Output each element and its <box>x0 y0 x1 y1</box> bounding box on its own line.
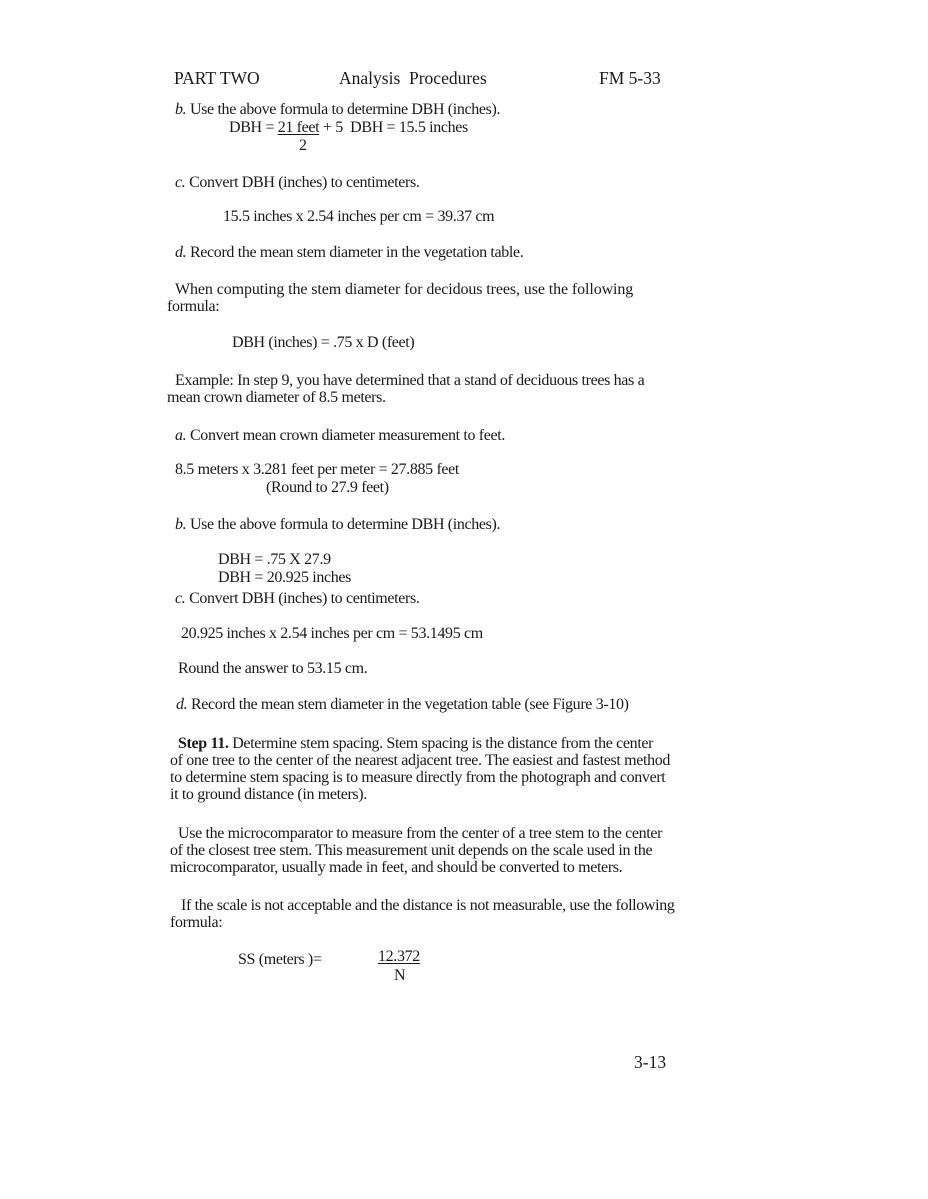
feet-rounding-note: (Round to 27.9 feet) <box>266 479 389 496</box>
dbh-calc-line-1: DBH = .75 X 27.9 <box>218 551 331 568</box>
dbh-formula-prefix: DBH = <box>229 119 278 136</box>
micro-line-3: microcomparator, usually made in feet, and should be converted to meters. <box>170 859 623 876</box>
feet-conversion: 8.5 meters x 3.281 feet per meter = 27.885 feet <box>175 461 460 478</box>
step11-text-1: Determine stem spacing. Stem spacing is the distance from the center <box>228 735 654 752</box>
example-line-2: mean crown diameter of 8.5 meters. <box>167 389 386 406</box>
scale-line-1: If the scale is not acceptable and the distance is not measurable, use the following <box>181 897 675 914</box>
dbh-formula-denominator: 2 <box>299 137 307 154</box>
dbh-calc-line-2: DBH = 20.925 inches <box>218 569 352 586</box>
deciduous-step-d-line <box>176 696 629 714</box>
round-answer: Round the answer to 53.15 cm. <box>178 660 368 677</box>
step11-line-1 <box>178 735 653 753</box>
step-b-text: Use the above formula to determine DBH (inches). <box>189 101 501 118</box>
scale-line-2: formula: <box>170 914 223 931</box>
header-part: PART TWO <box>174 68 260 88</box>
step11-line-4: it to ground distance (in meters). <box>170 786 367 803</box>
step-d-line <box>175 244 523 262</box>
step-b-line <box>175 101 500 119</box>
deciduous-step-b-line <box>175 516 500 534</box>
header-manual: FM 5-33 <box>599 68 661 88</box>
deciduous-cm-conversion: 20.925 inches x 2.54 inches per cm = 53.1495 cm <box>181 625 483 642</box>
step-c-line <box>175 174 420 192</box>
step-a-line <box>175 427 505 445</box>
micro-line-2: of the closest tree stem. This measurement unit depends on the scale used in the <box>170 842 653 859</box>
dbh-formula <box>229 119 468 137</box>
deciduous-step-d-text: Record the mean stem diameter in the vegetation table (see Figure 3-10) <box>190 696 629 713</box>
deciduous-intro-line-1: When computing the stem diameter for decidous trees, use the following <box>175 281 634 298</box>
cm-conversion: 15.5 inches x 2.54 inches per cm = 39.37 cm <box>223 208 495 225</box>
step-c-text: Convert DBH (inches) to centimeters. <box>189 174 420 191</box>
step11-line-2: of one tree to the center of the nearest adjacent tree. The easiest and fastest method <box>170 752 671 769</box>
ss-formula-numerator: 12.372 <box>378 948 420 965</box>
deciduous-step-b-letter: b. <box>175 516 187 533</box>
header-section: Analysis Procedures <box>339 68 487 88</box>
step-c-letter: c. <box>175 174 186 191</box>
step-d-letter: d. <box>175 244 187 261</box>
step11-line-3: to determine stem spacing is to measure directly from the photograph and convert <box>170 769 666 786</box>
ss-formula-label: SS (meters )= <box>238 951 322 968</box>
step-a-letter: a. <box>175 427 187 444</box>
step-a-text: Convert mean crown diameter measurement to feet. <box>189 427 506 444</box>
step-d-text: Record the mean stem diameter in the vegetation table. <box>189 244 524 261</box>
deciduous-intro-line-2: formula: <box>167 298 220 315</box>
micro-line-1: Use the microcomparator to measure from the center of a tree stem to the center <box>178 825 663 842</box>
page-number: 3-13 <box>634 1052 667 1072</box>
step11-label: Step 11. <box>178 735 229 752</box>
dbh-formula-numerator: 21 feet <box>277 119 320 136</box>
ss-formula-denominator: N <box>394 967 406 984</box>
deciduous-step-c-letter: c. <box>175 590 186 607</box>
deciduous-step-c-line <box>175 590 420 608</box>
deciduous-formula: DBH (inches) = .75 x D (feet) <box>232 334 415 351</box>
deciduous-step-d-letter: d. <box>176 696 188 713</box>
example-line-1: Example: In step 9, you have determined that a stand of deciduous trees has a <box>175 372 645 389</box>
deciduous-step-b-text: Use the above formula to determine DBH (inches). <box>189 516 501 533</box>
step-b-letter: b. <box>175 101 187 118</box>
deciduous-step-c-text: Convert DBH (inches) to centimeters. <box>189 590 420 607</box>
dbh-formula-suffix: + 5 DBH = 15.5 inches <box>319 119 468 136</box>
